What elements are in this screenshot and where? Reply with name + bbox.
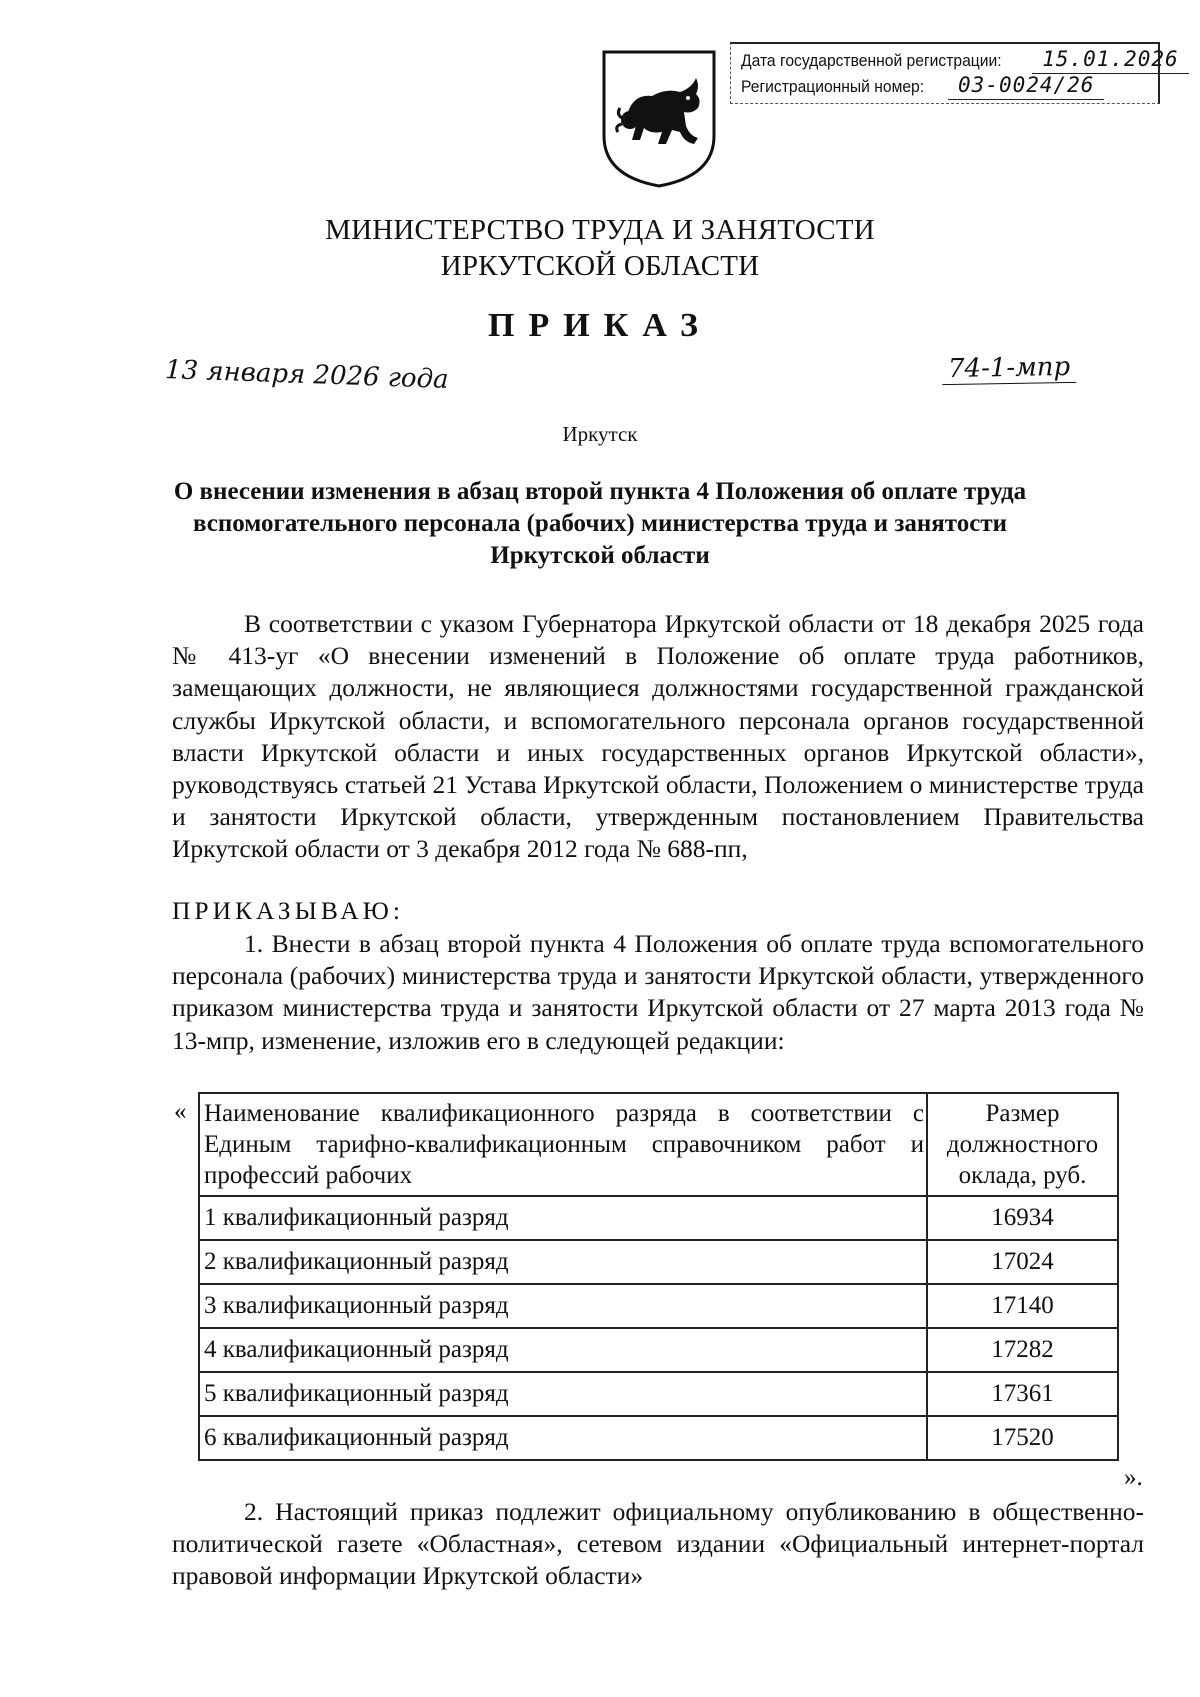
table-row: [199, 1328, 1118, 1372]
ministry-name: [0, 212, 1200, 284]
table-row: [199, 1372, 1118, 1416]
quote-open: «: [174, 1098, 187, 1125]
preamble-paragraph: В соответствии с указом Губернатора Иркутской области от 18 декабря 2025 года № 413-уг «О внесении изменений в Положение об оплате труда работников, замещающих должности, не являющиеся должностями государственной гражданской службы Иркутской области, и вспомогательного персонала органов государственной власти Иркутской области и иных государственных органов Иркутской области», руководствуясь статьей 21 Устава Иркутской области, Положением о министерстве труда и занятости Иркутской области, утвержденным постановлением Правительства Иркутской области от 3 декабря 2012 года № 688-пп,: [172, 609, 1144, 864]
order-date: 13 января 2026 года: [164, 355, 450, 395]
header-salary: Размер должностного оклада, руб.: [927, 1093, 1118, 1196]
reg-date-value: 15.01.2026: [1032, 48, 1188, 74]
reg-date-label: Дата государственной регистрации:: [741, 51, 1002, 70]
quote-close: ».: [1124, 1464, 1143, 1491]
table-row: [199, 1196, 1118, 1240]
salary-value: 17024: [927, 1240, 1118, 1284]
ministry-line-2: ИРКУТСКОЙ ОБЛАСТИ: [440, 250, 760, 282]
salary-table: [198, 1092, 1119, 1461]
salary-value: 17520: [927, 1416, 1118, 1460]
table-header-row: [199, 1093, 1118, 1196]
table-row: [199, 1416, 1118, 1460]
table-body: [199, 1196, 1118, 1460]
salary-value: 17361: [927, 1372, 1118, 1416]
reg-number-label: Регистрационный номер:: [741, 77, 925, 96]
qualification-grade: 2 квалификационный разряд: [199, 1240, 927, 1284]
ministry-line-1: МИНИСТЕРСТВО ТРУДА И ЗАНЯТОСТИ: [325, 214, 875, 246]
table-row: [199, 1284, 1118, 1328]
qualification-grade: 5 квалификационный разряд: [199, 1372, 927, 1416]
reg-number-value: 03-0024/26: [948, 74, 1104, 100]
salary-value: 17140: [927, 1284, 1118, 1328]
table-row: [199, 1240, 1118, 1284]
registration-stamp: [730, 42, 1179, 104]
order-subject: О внесении изменения в абзац второй пункта 4 Положения об оплате труда вспомогательного персонала (рабочих) министерства труда и занятости Иркутской области: [173, 478, 1027, 569]
header-qualification: Наименование квалификационного разряда в соответствии с Единым тарифно-квалификационным справочником работ и профессий рабочих: [199, 1093, 927, 1196]
salary-value: 17282: [927, 1328, 1118, 1372]
city: Иркутск: [562, 422, 638, 446]
qualification-grade: 4 квалификационный разряд: [199, 1328, 927, 1372]
order-title: ПРИКАЗ: [488, 307, 712, 344]
qualification-grade: 6 квалификационный разряд: [199, 1416, 927, 1460]
qualification-grade: 1 квалификационный разряд: [199, 1196, 927, 1240]
salary-value: 16934: [927, 1196, 1118, 1240]
reg-date-row: [741, 47, 1179, 74]
qualification-grade: 3 квалификационный разряд: [199, 1284, 927, 1328]
coat-of-arms-icon: [600, 48, 718, 190]
item-1-paragraph: 1. Внести в абзац второй пункта 4 Положения об оплате труда вспомогательного персонала (рабочих) министерства труда и занятости Иркутской области, утвержденного приказом министерства труда и занятости Иркутской области от 27 марта 2013 года № 13-мпр, изменение, изложив его в следующей редакции:: [172, 929, 1144, 1055]
order-number: 74-1-мпр: [942, 352, 1077, 385]
prikazyvayu: ПРИКАЗЫВАЮ:: [172, 896, 404, 925]
item-2-paragraph: 2. Настоящий приказ подлежит официальному опубликованию в общественно-политической газете «Областная», сетевом издании «Официальный интернет-портал правовой информации Иркутской области»: [172, 1497, 1144, 1591]
reg-number-row: [741, 74, 1152, 100]
